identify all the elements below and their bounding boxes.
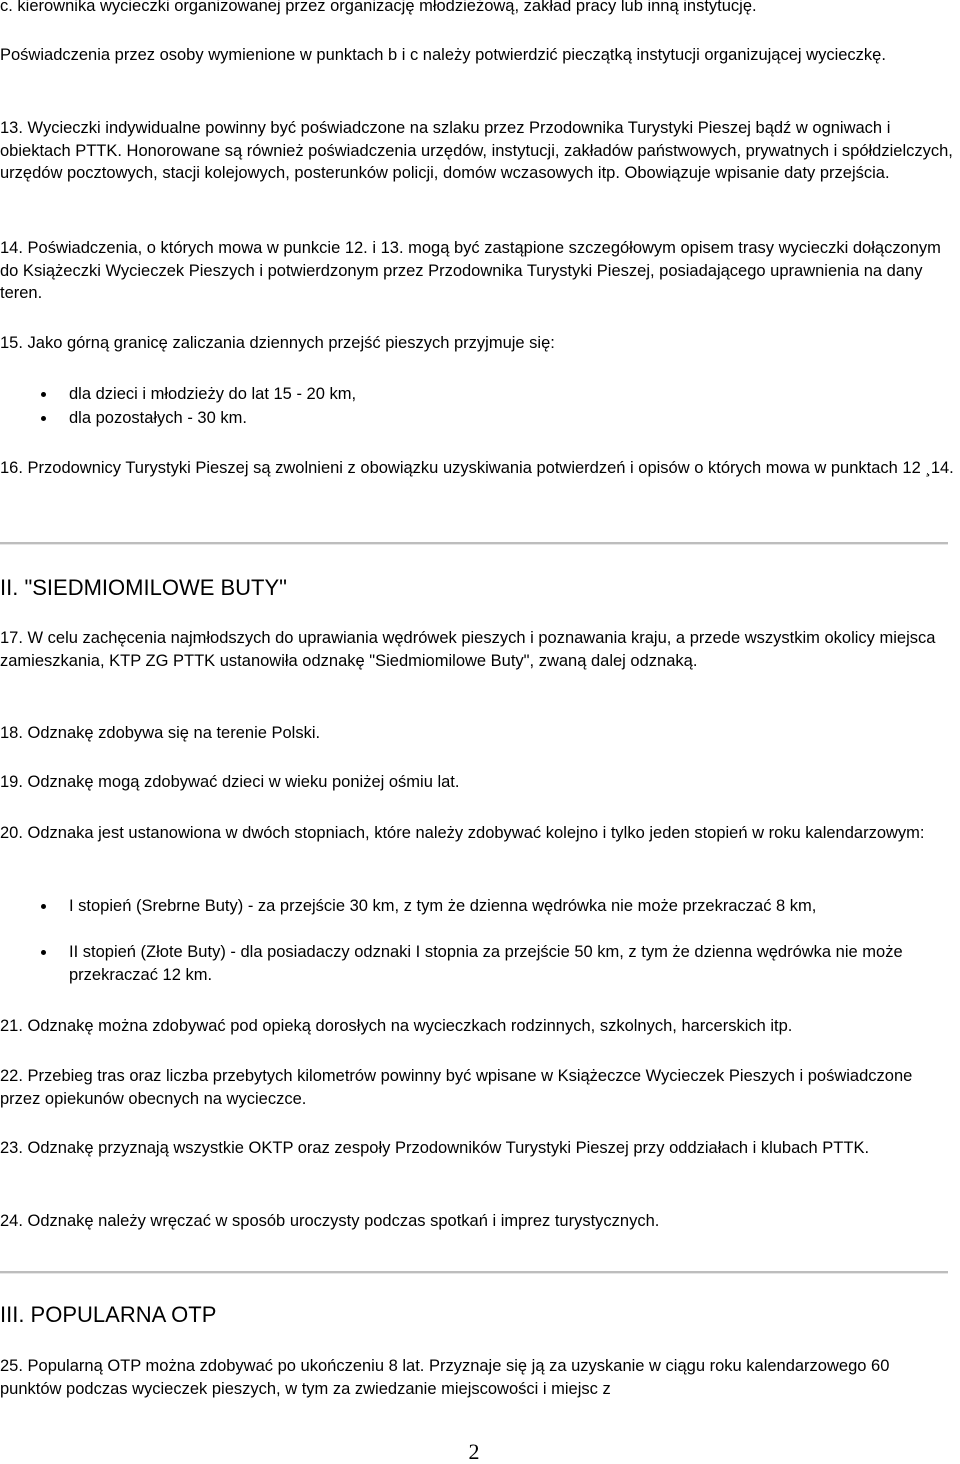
paragraph-poswiadczenia: Poświadczenia przez osoby wymienione w punktach b i c należy potwierdzić pieczątką instytucji organizującej wycieczkę.	[0, 46, 886, 64]
section-heading-siedmiomilowe-buty: II. "SIEDMIOMILOWE BUTY"	[0, 575, 287, 600]
paragraph-19: 19. Odznakę mogą zdobywać dzieci w wieku poniżej ośmiu lat.	[0, 773, 460, 791]
paragraph-25: 25. Popularną OTP można zdobywać po ukończeniu 8 lat. Przyznaje się ją za uzyskanie w ciągu roku kalendarzowego 60 punktów podczas wycieczek pieszych, w tym za zwiedzanie miejscowości i miejsc z	[0, 1357, 890, 1398]
section-heading-popularna-otp: III. POPULARNA OTP	[0, 1302, 217, 1327]
paragraph-23: 23. Odznakę przyznają wszystkie OKTP oraz zespoły Przodowników Turystyki Pieszej przy oddziałach i klubach PTTK.	[0, 1139, 870, 1157]
list-item-text: I stopień (Srebrne Buty) - za przejście 30 km, z tym że dzienna wędrówka nie może przekraczać 8 km,	[69, 897, 817, 915]
list-item-text: dla dzieci i młodzieży do lat 15 - 20 km,	[69, 385, 357, 403]
page-number: 2	[468, 1439, 480, 1464]
paragraph-c: c. kierownika wycieczki organizowanej przez organizację młodzieżową, zakład pracy lub inną instytucję.	[0, 0, 757, 15]
paragraph-16: 16. Przodownicy Turystyki Pieszej są zwolnieni z obowiązku uzyskiwania potwierdzeń i opisów o których mowa w punktach 12 ¸14.	[0, 459, 954, 477]
list-item-text: dla pozostałych - 30 km.	[69, 409, 247, 427]
paragraph-14: 14. Poświadczenia, o których mowa w punkcie 12. i 13. mogą być zastąpione szczegółowym opisem trasy wycieczki dołączonym do Książeczki Wycieczek Pieszych i potwierdzonym przez Przodownika Turystyki Pieszej, posiadającego uprawnienia na dany teren.	[0, 239, 941, 302]
paragraph-13: 13. Wycieczki indywidualne powinny być poświadczone na szlaku przez Przodownika Turystyki Pieszej bądź w ogniwach i obiektach PTTK. Honorowane są również poświadczenia urzędów, instytucji, zakładów państwowych, prywatnych i spółdzielczych, urzędów pocztowych, stacji kolejowych, posterunków policji, domów wczasowych itp. Obowiązuje wpisanie daty przejścia.	[0, 119, 953, 182]
paragraph-22: 22. Przebieg tras oraz liczba przebytych kilometrów powinny być wpisane w Książeczce Wycieczek Pieszych i poświadczone przez opiekunów obecnych na wycieczce.	[0, 1067, 913, 1108]
list-item-text: II stopień (Złote Buty) - dla posiadaczy odznaki I stopnia za przejście 50 km, z tym że dzienna wędrówka nie może przekraczać 12 km.	[69, 943, 903, 984]
paragraph-17: 17. W celu zachęcenia najmłodszych do uprawiania wędrówek pieszych i poznawania kraju, a przede wszystkim okolicy miejsca zamieszkania, KTP ZG PTTK ustanowiła odznakę "Siedmiomilowe Buty", zwaną dalej odznaką.	[0, 629, 936, 670]
paragraph-18: 18. Odznakę zdobywa się na terenie Polski.	[0, 724, 321, 742]
horizontal-divider	[0, 542, 948, 545]
horizontal-divider	[0, 1271, 948, 1274]
paragraph-20: 20. Odznaka jest ustanowiona w dwóch stopniach, które należy zdobywać kolejno i tylko jeden stopień w roku kalendarzowym:	[0, 824, 925, 842]
paragraph-21: 21. Odznakę można zdobywać pod opieką dorosłych na wycieczkach rodzinnych, szkolnych, harcerskich itp.	[0, 1017, 793, 1035]
paragraph-24: 24. Odznakę należy wręczać w sposób uroczysty podczas spotkań i imprez turystycznych.	[0, 1212, 660, 1230]
paragraph-15: 15. Jako górną granicę zaliczania dziennych przejść pieszych przyjmuje się:	[0, 334, 555, 352]
